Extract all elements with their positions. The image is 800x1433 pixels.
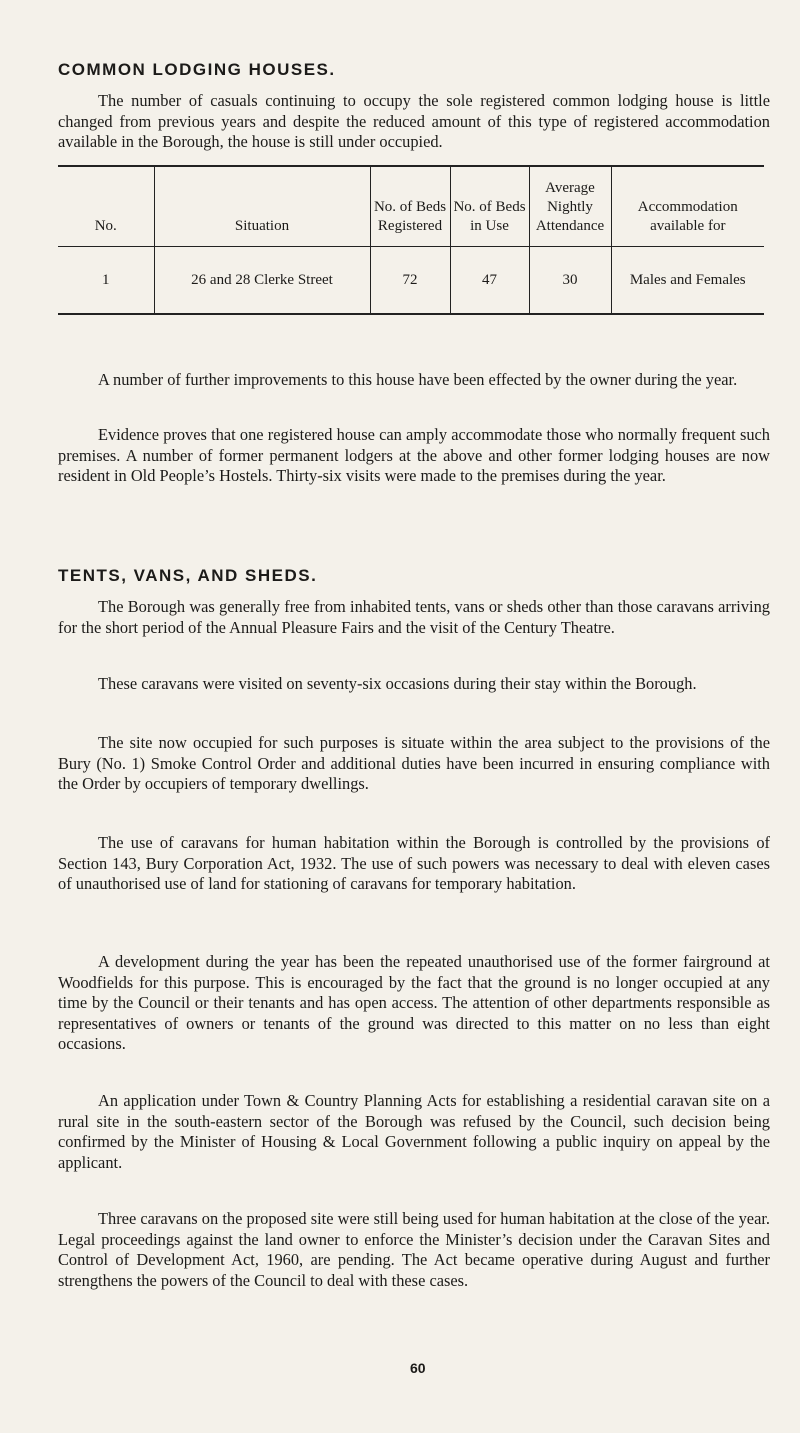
header-no: No. (58, 166, 154, 247)
header-beds-registered: No. of Beds Registered (370, 166, 450, 247)
header-beds-in-use: No. of Beds in Use (450, 166, 529, 247)
lodging-improvements-paragraph: A number of further improvements to this house have been effected by the owner during the year. (98, 370, 738, 389)
cell-beds-registered: 72 (370, 247, 450, 315)
lodging-evidence-paragraph: Evidence proves that one registered house can amply accommodate those who normally frequent such premises. A number of former permanent lodgers at the above and other former lodging houses are now resident in Old People’s Hostels. Thirty-six visits were made to the premises during the year. (58, 425, 770, 485)
tents-paragraph-3: The site now occupied for such purposes is situate within the area subject to the provisions of the Bury (No. 1) Smoke Control Order and additional duties have been incurred in ensuring compliance with the Order by occupiers of temporary dwellings. (58, 733, 770, 793)
table-header-row (58, 166, 764, 247)
cell-situation: 26 and 28 Clerke Street (154, 247, 370, 315)
table-row (58, 247, 764, 315)
header-situation: Situation (154, 166, 370, 247)
tents-paragraph-4: The use of caravans for human habitation within the Borough is controlled by the provisions of Section 143, Bury Corporation Act, 1932. The use of such powers was necessary to deal with eleven cases of unauthorised use of land for stationing of caravans for temporary habitation. (58, 833, 770, 893)
header-accommodation-available-for: Accommodation available for (611, 166, 764, 247)
section-heading-tents-vans-sheds: TENTS, VANS, AND SHEDS. (58, 566, 318, 585)
cell-average-attendance: 30 (529, 247, 611, 315)
lodging-intro-paragraph: The number of casuals continuing to occupy the sole registered common lodging house is little changed from previous years and despite the reduced amount of this type of registered accommodation available in the Borough, the house is still under occupied. (58, 91, 770, 151)
cell-beds-in-use: 47 (450, 247, 529, 315)
tents-paragraph-7: Three caravans on the proposed site were still being used for human habitation at the close of the year. Legal proceedings against the land owner to enforce the Minister’s decision under the Caravan Sites and Control of Development Act, 1960, are pending. The Act became operative during August and further strengthens the powers of the Council to deal with these cases. (58, 1209, 770, 1290)
tents-paragraph-6: An application under Town & Country Planning Acts for establishing a residential caravan site on a rural site in the south-eastern sector of the Borough was refused by the Council, such decision being confirmed by the Minister of Housing & Local Government following a public inquiry on appeal by the applicant. (58, 1091, 770, 1172)
tents-paragraph-5: A development during the year has been the repeated unauthorised use of the former fairground at Woodfields for this purpose. This is encouraged by the fact that the ground is no longer occupied at any time by the Council or their tenants and has open access. The attention of other departments responsible as representatives of owners or tenants of the ground was directed to this matter on no less than eight occasions. (58, 952, 770, 1053)
lodging-house-table (58, 165, 764, 315)
tents-paragraph-2: These caravans were visited on seventy-six occasions during their stay within the Borough. (98, 674, 697, 693)
page-number: 60 (410, 1360, 426, 1376)
section-heading-common-lodging-houses: COMMON LODGING HOUSES. (58, 60, 336, 79)
header-average-nightly-attendance: Average Nightly Attendance (529, 166, 611, 247)
cell-accommodation: Males and Females (611, 247, 764, 315)
tents-paragraph-1: The Borough was generally free from inhabited tents, vans or sheds other than those caravans arriving for the short period of the Annual Pleasure Fairs and the visit of the Century Theatre. (58, 597, 770, 637)
cell-no: 1 (102, 271, 110, 288)
